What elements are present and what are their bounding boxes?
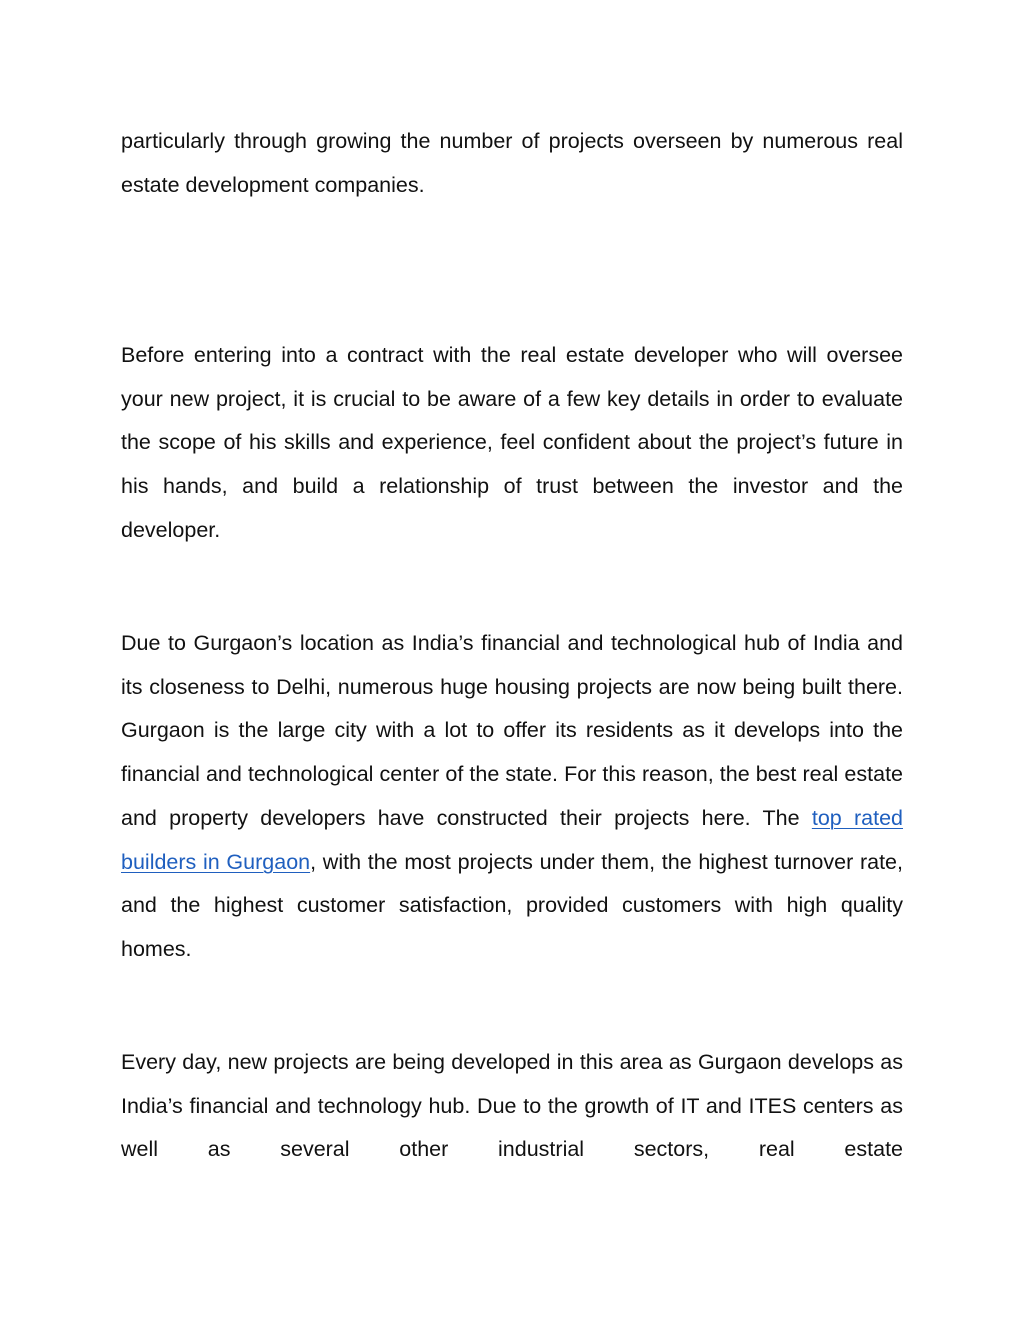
paragraph-1: particularly through growing the number of projects overseen by numerous real estate development companies.	[121, 129, 903, 197]
paragraph-3-text-before-link: Due to Gurgaon’s location as India’s financial and technological hub of India and its closeness to Delhi, numerous huge housing projects are now being built there. Gurgaon is the large city with a lot to offer its residents as it develops into the financial and technological center of the state. For this reason, the best real estate and property developers have constructed their projects here. The	[121, 631, 903, 830]
top-rated-builders-link[interactable]: top rated builders in Gurgaon	[121, 805, 904, 874]
paragraph-2: Before entering into a contract with the real estate developer who will oversee your new project, it is crucial to be aware of a few key details in order to evaluate the scope of his skills and experience, feel confident about the project’s future in his hands, and build a relationship of trust between the investor and the developer.	[121, 343, 903, 542]
paragraph-4: Every day, new projects are being developed in this area as Gurgaon develops as India’s financial and technology hub. Due to the growth of IT and ITES centers as well as several other industrial sectors, real estate	[121, 1050, 903, 1162]
paragraph-3-text-after-link: , with the most projects under them, the highest turnover rate, and the highest customer satisfaction, provided customers with high quality homes.	[121, 849, 903, 961]
paragraph-3	[121, 622, 903, 972]
